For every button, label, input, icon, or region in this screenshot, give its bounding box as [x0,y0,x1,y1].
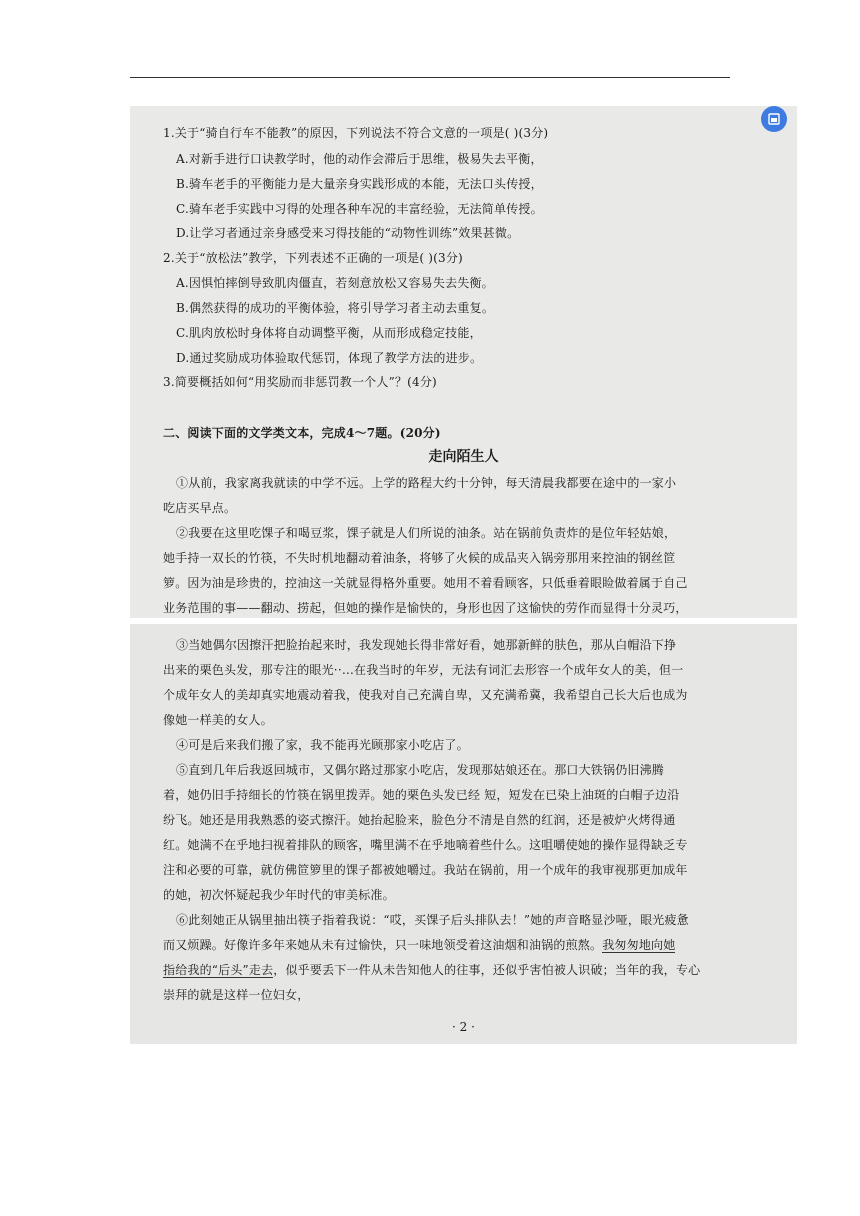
para6-underlined-text-2: 指给我的“后头”走去 [163,963,274,977]
para3-line4: 像她一样美的女人。 [163,713,273,727]
scan-page-top [130,106,797,618]
para1-line1: ①从前，我家离我就读的中学不远。上学的路程大约十分钟，每天清晨我都要在途中的一家小 [176,476,677,490]
para2-line1: ②我要在这里吃馃子和喝豆浆，馃子就是人们所说的油条。站在锅前负责炸的是位年轻姑娘， [176,526,677,540]
section-heading: 二、阅读下面的文学类文本，完成4～7题。(20分) [163,426,441,440]
para5-line6: 的她，初次怀疑起我少年时代的审美标准。 [163,888,395,902]
q2-option-c: C.肌肉放松时身体将自动调整平衡，从而形成稳定技能， [176,326,482,340]
page-number: · 2 · [452,1020,475,1034]
q1-option-b: B.骑车老手的平衡能力是大量亲身实践形成的本能，无法口头传授， [176,177,543,191]
para1-line2: 吃店买早点。 [163,501,237,515]
q3-stem: 3.简要概括如何“用奖励而非惩罚教一个人”？(4分) [163,375,437,389]
para5-line3: 纷飞。她还是用我熟悉的姿式擦汗。她抬起脸来，脸色分不清是自然的红润，还是被炉火烤得通 [163,813,676,827]
story-title: 走向陌生人 [428,449,499,465]
para2-line2: 她手持一双长的竹筷，不失时机地翻动着油条，将够了火候的成品夹入锅旁那用来控油的钢丝笸 [163,551,676,565]
q2-option-b: B.偶然获得的成功的平衡体验，将引导学习者主动去重复。 [176,301,495,315]
q1-option-d: D.让学习者通过亲身感受来习得技能的“动物性训练”效果甚微。 [176,226,520,240]
q2-option-a: A.因惧怕摔倒导致肌肉僵直，若刻意放松又容易失去失衡。 [176,276,494,290]
q1-option-c: C.骑车老手实践中习得的处理各种车况的丰富经验，无法简单传授。 [176,202,543,216]
para6-line3 [163,961,700,978]
para6-underlined-text-1: 我匆匆地向她 [602,938,676,952]
q1-option-a: A.对新手进行口诀教学时，他的动作会滞后于思维，极易失去平衡， [176,152,543,166]
para2-line4: 业务范围的事——翻动、捞起，但她的操作是愉快的，身形也因了这愉快的劳作而显得十分灵巧， [163,601,688,615]
para3-line3: 个成年女人的美却真实地震动着我，使我对自己充满自卑，又充满希冀，我希望自己长大后也成为 [163,688,688,702]
para5-line1: ⑤直到几年后我返回城市，又偶尔路过那家小吃店，发现那姑娘还在。那口大铁锅仍旧沸腾 [176,763,665,777]
q2-stem: 2.关于“放松法”教学，下列表述不正确的一项是( )(3分) [163,251,463,265]
para6-line4: 崇拜的就是这样一位妇女， [163,988,310,1002]
q1-stem: 1.关于“骑自行车不能教”的原因，下列说法不符合文意的一项是( )(3分) [163,126,549,140]
para5-line2: 着，她仍旧手持细长的竹筷在锅里拨弄。她的栗色头发已经 短，短发在已染上油斑的白帽子边沿 [163,788,680,802]
scan-page-bottom [130,624,797,1044]
para6-line2 [163,936,675,953]
document-tool-icon[interactable] [761,106,787,132]
q2-option-d: D.通过奖励成功体验取代惩罚，体现了教学方法的进步。 [176,351,483,365]
para6-line3-text: ，似乎要丢下一件从未告知他人的往事，还似乎害怕被人识破；当年的我，专心 [273,963,701,977]
para4-line: ④可是后来我们搬了家，我不能再光顾那家小吃店了。 [176,738,469,752]
para3-line2: 出来的栗色头发，那专注的眼光··…在我当时的年岁，无法有词汇去形容一个成年女人的美，但一 [163,663,684,677]
para3-line1: ③当她偶尔因擦汗把脸抬起来时，我发现她长得非常好看，她那新鲜的肤色，那从白帽沿下挣 [176,638,677,652]
header-rule [130,77,730,78]
para6-line1: ⑥此刻她正从锅里抽出筷子指着我说：“哎，买馃子后头排队去！”她的声音略显沙哑，眼光疲惫 [176,913,689,927]
para5-line4: 红。她满不在乎地扫视着排队的顾客，嘴里满不在乎地嘀着些什么。这咀嚼使她的操作显得缺乏专 [163,838,688,852]
para6-line2-text: 而又烦躁。好像许多年来她从未有过愉快，只一味地领受着这油烟和油锅的煎熬。 [163,938,603,952]
para2-line3: 箩。因为油是珍贵的，控油这一关就显得格外重要。她用不着看顾客，只低垂着眼睑做着属于自己 [163,576,688,590]
para5-line5: 注和必要的可靠，就仿佛笸箩里的馃子都被她嚼过。我站在锅前，用一个成年的我审视那更加成年 [163,863,688,877]
